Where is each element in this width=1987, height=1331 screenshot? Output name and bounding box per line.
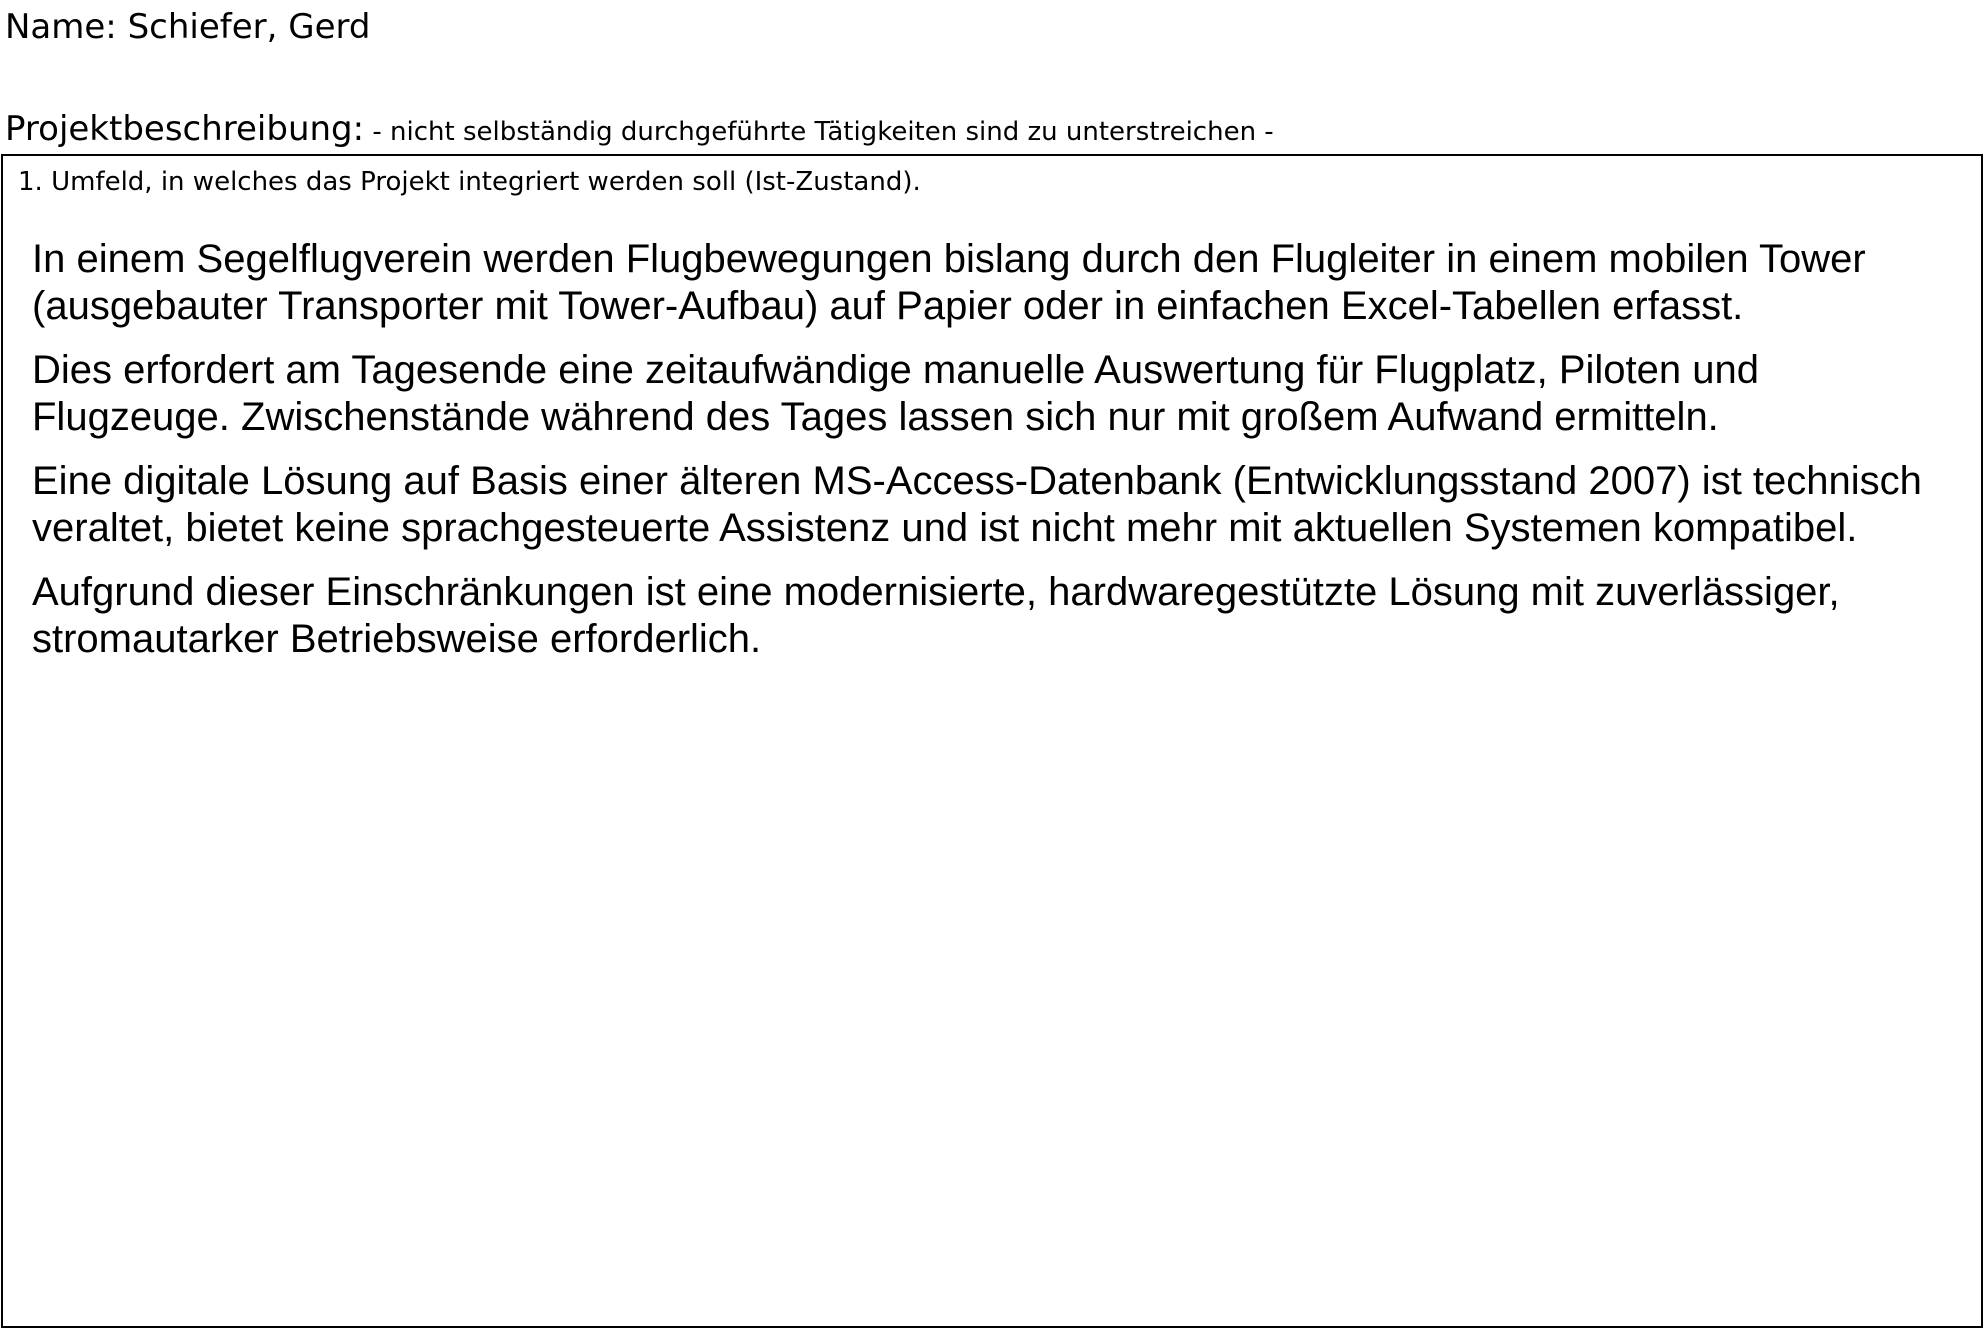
description-frame: [1, 154, 1983, 1328]
paragraph: Aufgrund dieser Einschränkungen ist eine modernisierte, hardwaregestützte Lösung mit zuverlässiger, stromautarker Betriebsweise erforderlich.: [32, 570, 1840, 661]
section-body: [32, 236, 1952, 680]
project-description-line: [5, 109, 1274, 149]
paragraph: Dies erfordert am Tagesende eine zeitaufwändige manuelle Auswertung für Flugplatz, Piloten und Flugzeuge. Zwischenstände während des Tages lassen sich nur mit großem Aufwand ermitteln.: [32, 348, 1759, 439]
name-line: Name: Schiefer, Gerd: [5, 7, 371, 47]
paragraph: Eine digitale Lösung auf Basis einer älteren MS-Access-Datenbank (Entwicklungsstand 2007) ist technisch veraltet, bietet keine sprachgesteuerte Assistenz und ist nicht mehr mit aktuellen Systemen kompatibel.: [32, 459, 1922, 550]
paragraph: In einem Segelflugverein werden Flugbewegungen bislang durch den Flugleiter in einem mobilen Tower (ausgebauter Transporter mit Tower-Aufbau) auf Papier oder in einfachen Excel-Tabellen erfasst.: [32, 237, 1866, 328]
project-description-label: Projektbeschreibung:: [5, 109, 365, 149]
section-heading: 1. Umfeld, in welches das Projekt integriert werden soll (Ist-Zustand).: [18, 167, 921, 197]
project-description-note: - nicht selbständig durchgeführte Tätigkeiten sind zu unterstreichen -: [364, 117, 1274, 147]
